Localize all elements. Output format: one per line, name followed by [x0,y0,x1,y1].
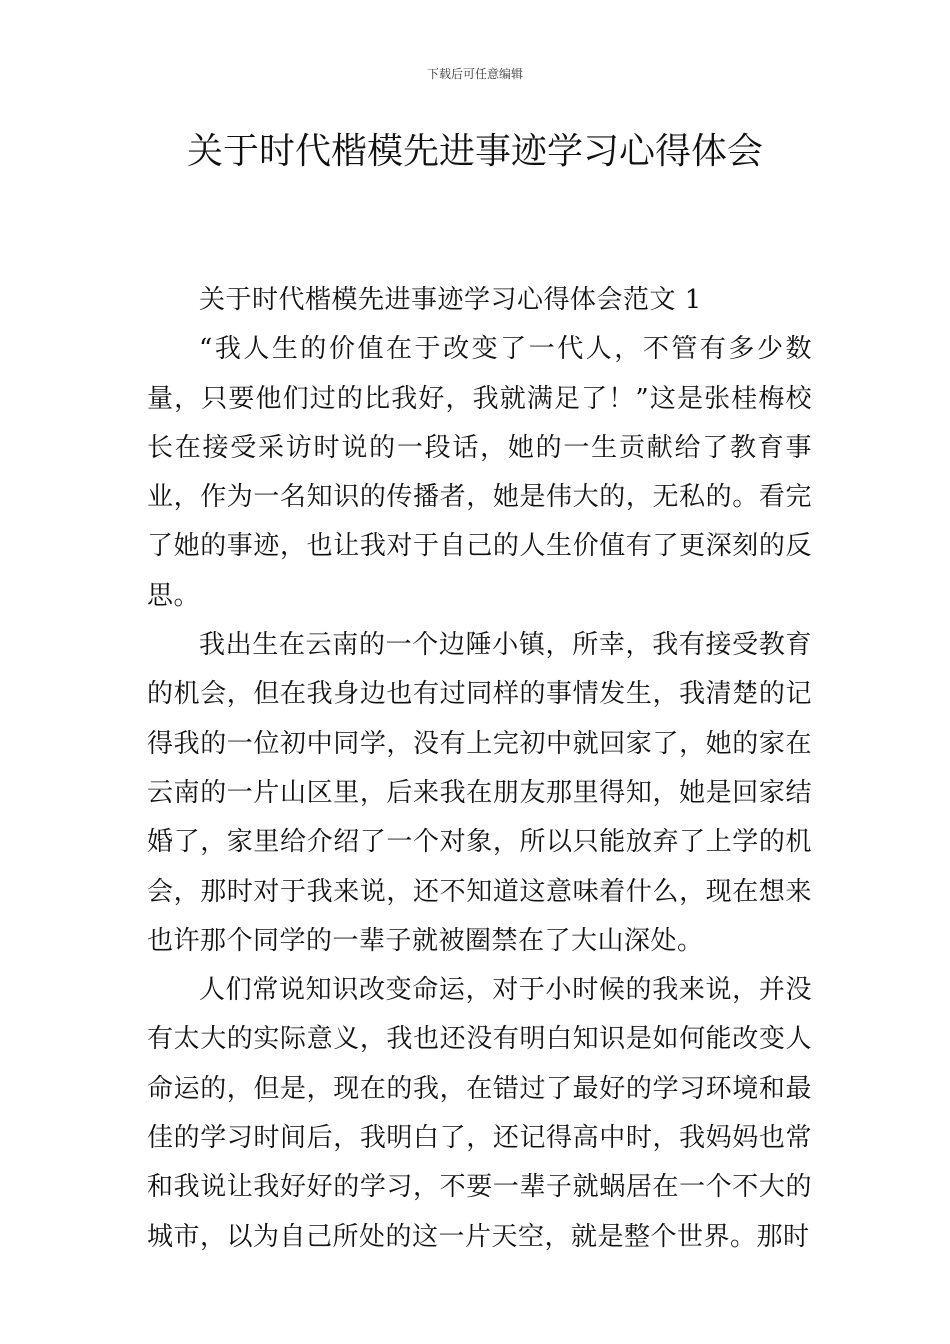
header-note: 下载后可任意编辑 [426,67,523,81]
document-body [147,276,812,1262]
paragraph-2: 我出生在云南的一个边陲小镇，所幸，我有接受教育的机会，但在我身边也有过同样的事情发生，我清楚的记得我的一位初中同学，没有上完初中就回家了，她的家在云南的一片山区里，后来我在朋友那里得知，她是回家结婚了，家里给介绍了一个对象，所以只能放弃了上学的机会，那时对于我来说，还不知道这意味着什么，现在想来也许那个同学的一辈子就被圈禁在了大山深处。 [147,630,812,956]
section-subheading: 关于时代楷模先进事迹学习心得体会范文 1 [199,285,702,315]
document-title: 关于时代楷模先进事迹学习心得体会 [186,131,763,172]
paragraph-1: “我人生的价值在于改变了一代人，不管有多少数量，只要他们过的比我好，我就满足了！”这是张桂梅校长在接受采访时说的一段话，她的一生贡献给了教育事业，作为一名知识的传播者，她是伟大的，无私的。看完了她的事迹，也让我对于自己的人生价值有了更深刻的反思。 [147,334,812,611]
paragraph-3: 人们常说知识改变命运，对于小时候的我来说，并没有太大的实际意义，我也还没有明白知识是如何能改变人命运的，但是，现在的我，在错过了最好的学习环境和最佳的学习时间后，我明白了，还记得高中时，我妈妈也常和我说让我好好的学习，不要一辈子就蜗居在一个不大的城市，以为自己所处的这一片天空，就是整个世界。那时 [147,975,812,1252]
